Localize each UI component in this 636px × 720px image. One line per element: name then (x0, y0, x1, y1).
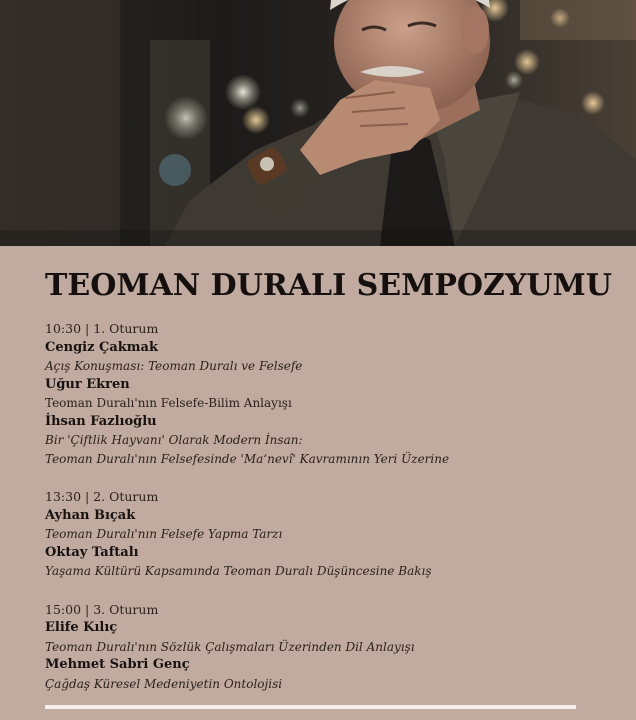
bottom-divider (45, 705, 576, 709)
speaker-name: Cengiz Çakmak (45, 339, 158, 355)
talk-title: Teoman Duralı'nın Sözlük Çalışmaları Üzerinden Dil Anlayışı (45, 639, 415, 654)
portrait-photo (0, 0, 636, 246)
poster-title: TEOMAN DURALI SEMPOZYUMU (45, 268, 612, 303)
talk-title: Yaşama Kültürü Kapsamında Teoman Duralı Düşüncesine Bakış (45, 564, 432, 578)
speaker-name: İhsan Fazlıoğlu (45, 413, 157, 429)
speaker-name: Elife Kılıç (45, 620, 118, 635)
session-time: 10:30 (45, 321, 82, 336)
program-schedule (45, 320, 605, 713)
talk-title-continued: Teoman Duralı'nın Felsefesinde 'Ma‘nevî' Kavramının Yeri Üzerine (45, 451, 450, 466)
session-label: 1. Oturum (93, 321, 159, 336)
talk-title: Açış Konuşması: Teoman Duralı ve Felsefe (45, 359, 303, 373)
talk-title: Bir 'Çiftlik Hayvanı' Olarak Modern İnsan: (45, 433, 303, 447)
speaker-name: Mehmet Sabri Genç (45, 657, 190, 672)
speaker-name: Ayhan Bıçak (45, 507, 136, 523)
session-1 (45, 320, 605, 468)
talk-title: Çağdaş Küresel Medeniyetin Ontolojisi (45, 676, 283, 691)
session-label: 2. Oturum (93, 489, 159, 504)
session-time: 13:30 (45, 489, 82, 504)
session-label: 3. Oturum (93, 601, 159, 617)
session-header: 10:30 | 1. Oturum (45, 321, 159, 336)
talk-title: Teoman Duralı'nın Felsefe Yapma Tarzı (45, 527, 283, 541)
session-header: 15:00 | 3. Oturum (45, 601, 159, 617)
session-header: 13:30 | 2. Oturum (45, 489, 159, 504)
session-3 (45, 601, 605, 694)
speaker-name: Oktay Taftalı (45, 544, 139, 560)
session-time: 15:00 (45, 601, 82, 617)
speaker-name: Uğur Ekren (45, 376, 130, 392)
session-2 (45, 488, 605, 581)
talk-title: Teoman Duralı'nın Felsefe-Bilim Anlayışı (45, 396, 292, 410)
